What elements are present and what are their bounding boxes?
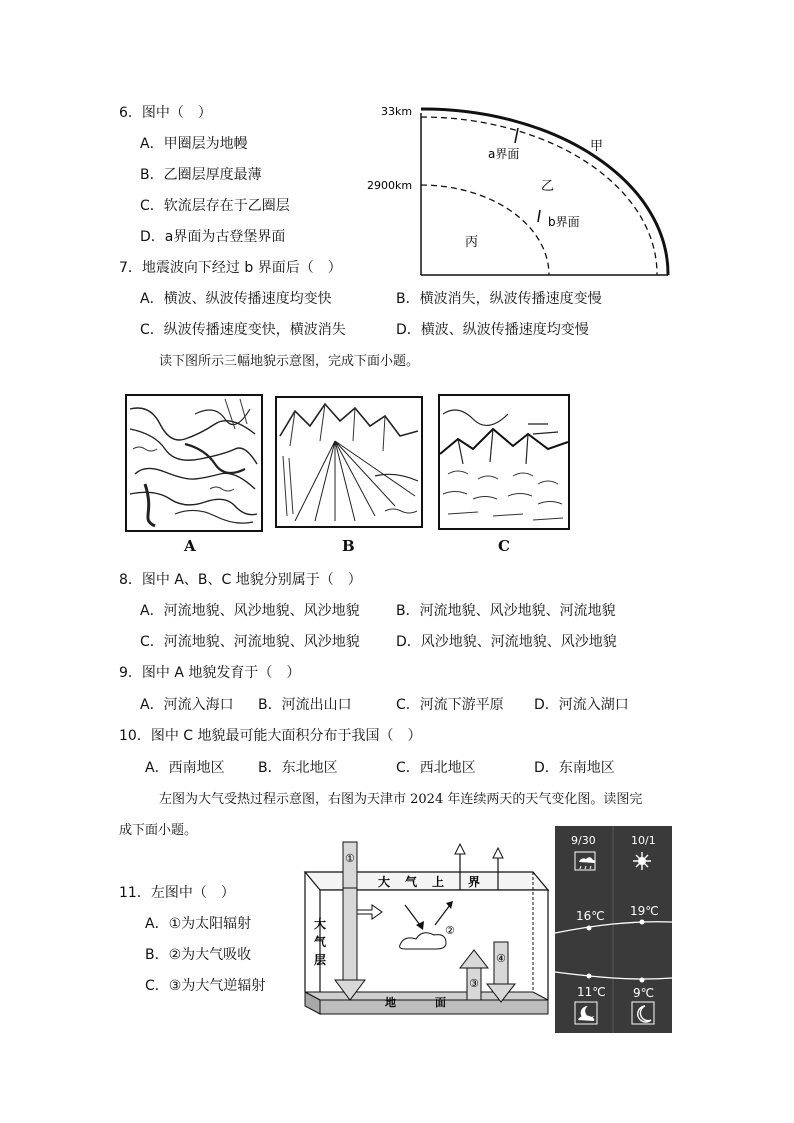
q7-option-a: A．横波、纵波传播速度均变快 [140, 291, 332, 307]
low-temp-day-2: 9℃ [633, 986, 655, 1000]
q8-option-b: B．河流地貌、风沙地貌、河流地貌 [396, 603, 616, 619]
date-day-2: 10/1 [631, 834, 656, 847]
q8-option-d: D．风沙地貌、河流地貌、风沙地貌 [396, 634, 617, 650]
marker-2: ② [445, 924, 455, 937]
upper-boundary-char-4: 界 [468, 875, 481, 889]
q7-option-b: B．横波消失，纵波传播速度变慢 [396, 291, 602, 307]
depth-33km-label: 33km [381, 105, 413, 118]
q10-option-d: D．东南地区 [534, 760, 615, 776]
q11-option-b: B．②为大气吸收 [145, 947, 252, 963]
atmos-intro-line2: 成下面小题。 [119, 823, 198, 838]
weather-change-panel [555, 826, 672, 1033]
landform-label-b: B [342, 537, 355, 555]
landform-sketch-a [125, 394, 263, 532]
q11-stem: 11．左图中（ ） [119, 885, 235, 901]
q8-option-a: A．河流地貌、风沙地貌、风沙地貌 [140, 603, 360, 619]
q7-option-d: D．横波、纵波传播速度均变慢 [396, 322, 589, 338]
high-temp-day-1: 16℃ [576, 909, 605, 923]
q9-stem: 9．图中 A 地貌发育于（ ） [119, 665, 301, 681]
layer-yi-label: 乙 [541, 179, 555, 194]
landform-label-a: A [184, 537, 196, 555]
upper-boundary-char-3: 上 [432, 875, 445, 889]
low-temp-day-1: 11℃ [577, 985, 606, 999]
q8-stem: 8．图中 A、B、C 地貌分别属于（ ） [119, 572, 362, 588]
q6-stem: 6．图中（ ） [119, 105, 212, 121]
q7-option-c: C．纵波传播速度变快，横波消失 [140, 322, 346, 338]
layer-jia-label: 甲 [590, 139, 604, 154]
depth-2900km-label: 2900km [367, 179, 413, 192]
atmosphere-heating-diagram [300, 838, 554, 1036]
q8-option-c: C．河流地貌、河流地貌、风沙地貌 [140, 634, 360, 650]
q10-stem: 10．图中 C 地貌最可能大面积分布于我国（ ） [119, 728, 422, 744]
landform-label-c: C [498, 537, 510, 555]
interface-b-label: b界面 [548, 215, 580, 229]
ground-char-1: 地 [385, 996, 396, 1009]
atmos-layer-char-3: 层 [314, 953, 327, 967]
q10-option-b: B．东北地区 [258, 760, 338, 776]
landform-sketch-c [438, 394, 570, 530]
marker-4: ④ [496, 952, 506, 965]
q6-option-d: D．a界面为古登堡界面 [140, 229, 286, 245]
atmos-layer-char-1: 大 [314, 917, 327, 931]
high-temp-day-2: 19℃ [630, 904, 659, 918]
landform-intro: 读下图所示三幅地貌示意图，完成下面小题。 [159, 354, 420, 369]
atmos-intro-line1: 左图为大气受热过程示意图，右图为天津市 2024 年连续两天的天气变化图。读图完 [159, 792, 643, 807]
earth-interior-diagram [365, 100, 675, 280]
upper-boundary-char-2: 气 [405, 875, 418, 889]
atmos-layer-char-2: 气 [314, 935, 327, 949]
q6-option-b: B．乙圈层厚度最薄 [140, 167, 262, 183]
marker-1: ① [345, 852, 355, 865]
q9-option-c: C．河流下游平原 [396, 697, 504, 713]
q6-option-a: A．甲圈层为地幔 [140, 136, 248, 152]
q9-option-b: B．河流出山口 [258, 697, 352, 713]
upper-boundary-char-1: 大 [378, 875, 391, 889]
layer-bing-label: 丙 [465, 235, 479, 250]
q11-option-a: A．①为太阳辐射 [145, 916, 252, 932]
interface-a-label: a界面 [488, 147, 520, 161]
landform-sketch-b [275, 396, 423, 528]
q10-option-a: A．西南地区 [145, 760, 225, 776]
ground-char-2: 面 [435, 996, 446, 1009]
q10-option-c: C．西北地区 [396, 760, 476, 776]
marker-3: ③ [469, 977, 479, 990]
q7-stem: 7．地震波向下经过 b 界面后（ ） [119, 260, 342, 276]
q11-option-c: C．③为大气逆辐射 [145, 978, 266, 994]
date-day-1: 9/30 [571, 834, 596, 847]
q9-option-a: A．河流入海口 [140, 697, 234, 713]
q9-option-d: D．河流入湖口 [534, 697, 629, 713]
q6-option-c: C．软流层存在于乙圈层 [140, 198, 290, 214]
